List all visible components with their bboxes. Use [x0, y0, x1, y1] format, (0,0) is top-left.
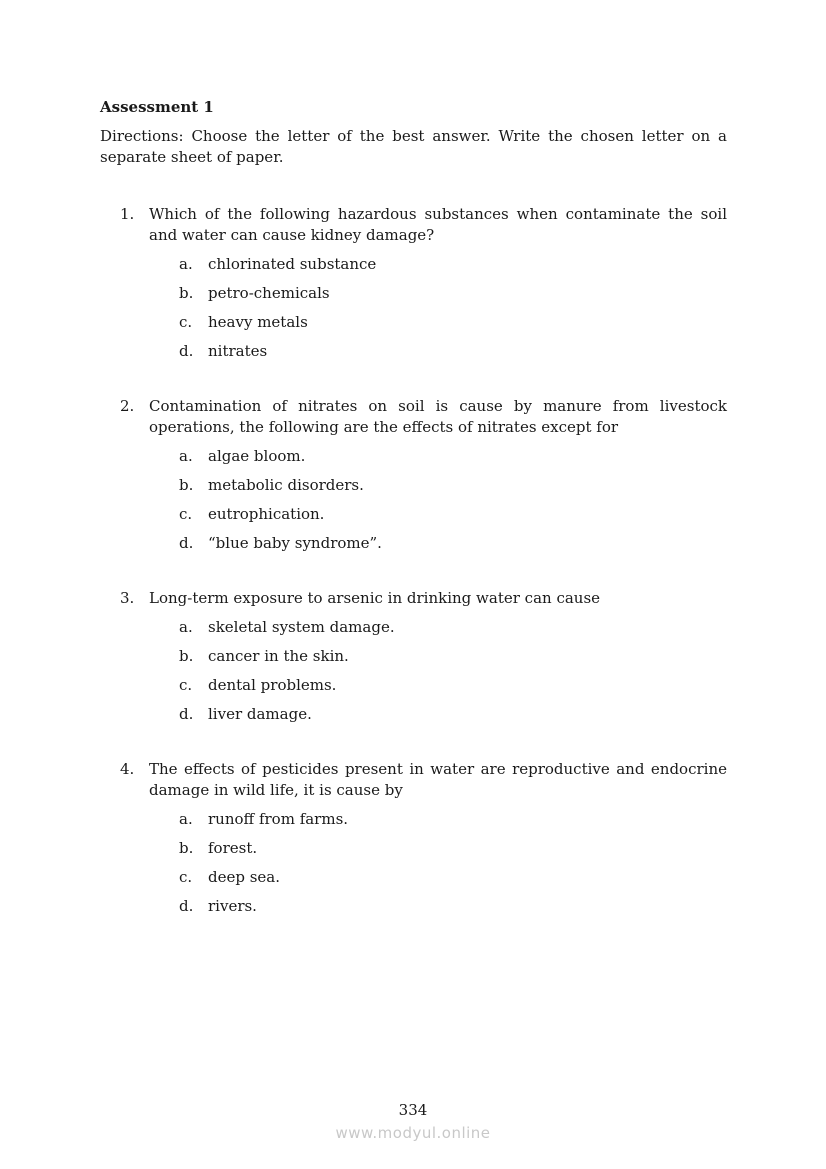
option-label: a. [179, 255, 193, 273]
option-b [100, 838, 727, 859]
question-1 [100, 204, 727, 362]
option-text: cancer in the skin. [208, 647, 349, 665]
question-text: Which of the following hazardous substances when contaminate the soil and water can cause kidney damage? [149, 205, 727, 244]
option-text: “blue baby syndrome”. [208, 534, 382, 552]
question-number: 2. [120, 397, 135, 415]
option-list [149, 617, 727, 725]
option-text: nitrates [208, 342, 268, 360]
question-list [100, 204, 727, 917]
question-3 [100, 588, 727, 725]
assessment-heading: Assessment 1 [100, 98, 214, 116]
option-text: metabolic disorders. [208, 476, 364, 494]
option-label: c. [179, 313, 193, 331]
option-c [100, 504, 727, 525]
question-number: 1. [120, 205, 135, 223]
option-text: forest. [208, 839, 258, 857]
question-text: Long-term exposure to arsenic in drinking water can cause [149, 589, 601, 607]
option-label: b. [179, 284, 194, 302]
option-a [100, 254, 727, 275]
option-label: b. [179, 476, 194, 494]
assessment-page [100, 96, 727, 917]
option-label: a. [179, 447, 193, 465]
option-list [149, 809, 727, 917]
option-label: d. [179, 342, 194, 360]
option-text: chlorinated substance [208, 255, 377, 273]
question-2 [100, 396, 727, 554]
watermark: www.modyul.online [335, 1124, 491, 1142]
option-label: b. [179, 647, 194, 665]
option-text: runoff from farms. [208, 810, 349, 828]
option-text: heavy metals [208, 313, 308, 331]
option-label: d. [179, 897, 194, 915]
option-d [100, 896, 727, 917]
option-text: petro-chemicals [208, 284, 330, 302]
option-d [100, 533, 727, 554]
option-c [100, 312, 727, 333]
option-text: deep sea. [208, 868, 281, 886]
option-d [100, 704, 727, 725]
option-b [100, 475, 727, 496]
question-text: Contamination of nitrates on soil is cause by manure from livestock operations, the following are the effects of nitrates except for [149, 397, 727, 436]
option-text: algae bloom. [208, 447, 306, 465]
page-number: 334 [398, 1101, 428, 1119]
option-a [100, 617, 727, 638]
option-text: dental problems. [208, 676, 337, 694]
option-label: d. [179, 534, 194, 552]
option-label: c. [179, 505, 193, 523]
option-b [100, 646, 727, 667]
option-d [100, 341, 727, 362]
question-4 [100, 759, 727, 917]
directions-text: Directions: Choose the letter of the best answer. Write the chosen letter on a separate sheet of paper. [100, 127, 727, 166]
question-number: 4. [120, 760, 135, 778]
question-number: 3. [120, 589, 135, 607]
option-label: b. [179, 839, 194, 857]
option-list [149, 446, 727, 554]
option-text: rivers. [208, 897, 257, 915]
option-list [149, 254, 727, 362]
question-text: The effects of pesticides present in water are reproductive and endocrine damage in wild life, it is cause by [149, 760, 727, 799]
option-label: d. [179, 705, 194, 723]
option-text: skeletal system damage. [208, 618, 395, 636]
option-label: c. [179, 868, 193, 886]
option-c [100, 867, 727, 888]
option-label: c. [179, 676, 193, 694]
option-c [100, 675, 727, 696]
option-b [100, 283, 727, 304]
option-text: eutrophication. [208, 505, 325, 523]
option-a [100, 809, 727, 830]
option-a [100, 446, 727, 467]
option-label: a. [179, 810, 193, 828]
option-label: a. [179, 618, 193, 636]
option-text: liver damage. [208, 705, 312, 723]
